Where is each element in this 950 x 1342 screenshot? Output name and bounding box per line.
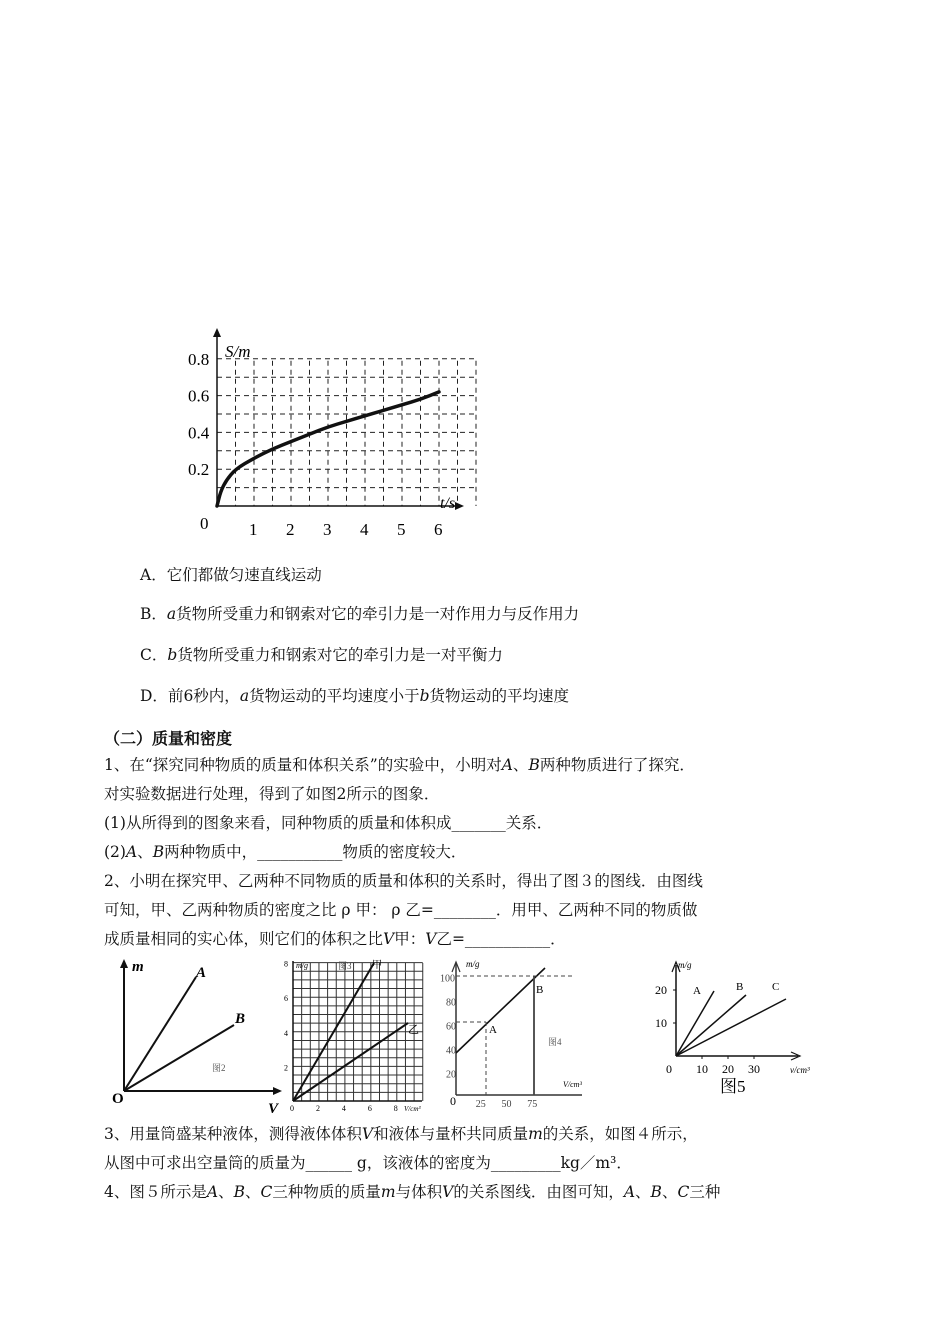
fig3-y-tick: 2 xyxy=(284,1063,288,1073)
fig5-x-tick: 30 xyxy=(748,1062,760,1076)
y-tick-label: 0.4 xyxy=(188,423,210,443)
origin-label: 0 xyxy=(200,514,209,533)
fig5-caption: 图5 xyxy=(720,1077,746,1096)
fig4-y-tick: 100 xyxy=(440,973,455,985)
fig5-ylabel: m/g xyxy=(678,960,692,970)
y-axis-arrow xyxy=(213,328,221,337)
option-c: C．b货物所受重力和钢索对它的牵引力是一对平衡力 xyxy=(140,646,503,664)
fig4-point-a: A xyxy=(489,1024,497,1036)
fig5-origin: 0 xyxy=(666,1062,672,1076)
fig2-xlabel: V xyxy=(268,1101,279,1115)
figure-5 xyxy=(650,955,825,1105)
fig3-line-yi-label: 乙 xyxy=(408,1024,419,1036)
fig4-point-b: B xyxy=(536,984,544,996)
x-tick-label: 2 xyxy=(286,520,295,539)
fig2-caption: 图2 xyxy=(212,1063,226,1073)
fig4-y-tick: 40 xyxy=(446,1045,456,1057)
x-tick-label: 1 xyxy=(249,520,258,539)
fig3-line-jia-label: 甲 xyxy=(372,960,382,971)
fig5-y-tick: 20 xyxy=(655,983,667,997)
fig3-x-tick: 0 xyxy=(290,1104,294,1113)
fig4-y-tick: 20 xyxy=(446,1069,456,1081)
fig5-xlabel: v/cm³ xyxy=(790,1065,810,1075)
option-b: B．a货物所受重力和钢索对它的牵引力是一对作用力与反作用力 xyxy=(140,605,580,623)
q1-line1: 1、在“探究同种物质的质量和体积关系”的实验中，小明对A、B两种物质进行了探究． xyxy=(104,756,695,774)
x-axis-label: t/s xyxy=(440,495,456,512)
q1-line2: 对实验数据进行处理，得到了如图2所示的图象． xyxy=(104,785,440,803)
option-d: D．前6秒内，a货物运动的平均速度小于b货物运动的平均速度 xyxy=(140,687,570,705)
fig3-x-tick: 2 xyxy=(315,1104,320,1113)
fig2-origin: O xyxy=(112,1091,124,1107)
y-tick-label: 0.2 xyxy=(188,460,210,480)
fig4-xlabel: V/cm³ xyxy=(563,1080,582,1089)
fig4-y-tick: 60 xyxy=(446,1021,456,1033)
fig5-x-tick: 20 xyxy=(722,1062,734,1076)
fig4-x-tick: 75 xyxy=(527,1099,538,1110)
figure-4 xyxy=(430,955,595,1115)
q1-sub2: (2)A、B两种物质中，___________物质的密度较大． xyxy=(104,843,467,861)
x-tick-label: 3 xyxy=(323,520,332,539)
fig3-y-tick: 8 xyxy=(284,959,288,969)
fig5-line-b-label: B xyxy=(736,981,744,993)
q4-line1: 4、图５所示是A、B、C三种物质的质量m与体积V的关系图线．由图可知，A、B、C三种 xyxy=(104,1183,721,1201)
x-axis-arrow xyxy=(455,502,464,510)
y-tick-label: 0.8 xyxy=(188,349,210,369)
fig5-line-c-label: C xyxy=(772,981,780,993)
fig4-origin: 0 xyxy=(450,1094,456,1108)
s-t-chart xyxy=(180,325,480,550)
q3-line1: 3、用量筒盛某种液体，测得液体体积V和液体与量杯共同质量m的关系，如图４所示， xyxy=(104,1125,698,1143)
fig4-y-tick: 80 xyxy=(446,997,456,1009)
x-tick-label: 5 xyxy=(397,520,406,539)
fig4-caption: 图4 xyxy=(548,1037,562,1047)
fig4-ylabel: m/g xyxy=(466,959,480,969)
x-tick-label: 6 xyxy=(434,520,443,539)
chart-grid xyxy=(217,359,480,506)
option-a: A．它们都做匀速直线运动 xyxy=(140,566,322,584)
fig2-line-b-label: B xyxy=(235,1011,246,1027)
y-tick-label: 0.6 xyxy=(188,386,210,406)
fig4-x-tick: 50 xyxy=(501,1099,512,1110)
section-title: （二）质量和密度 xyxy=(104,729,233,748)
q3-line2: 从图中可求出空量筒的质量为______ g，该液体的密度为_________kg／m³． xyxy=(104,1154,632,1172)
fig5-line-a-label: A xyxy=(693,985,701,997)
fig5-y-tick: 10 xyxy=(655,1016,667,1030)
fig3-y-tick: 6 xyxy=(284,994,288,1004)
fig3-xlabel: V/cm³ xyxy=(404,1105,421,1113)
y-axis-label: S/m xyxy=(225,342,251,361)
q2-line1: 2、小明在探究甲、乙两种不同物质的质量和体积的关系时，得出了图３的图线．由图线 xyxy=(104,872,703,890)
fig2-ylabel: m xyxy=(132,959,144,975)
fig3-title: 图3 xyxy=(338,961,352,971)
fig3-x-tick: 6 xyxy=(367,1104,372,1113)
x-tick-label: 4 xyxy=(360,520,369,539)
fig3-y-tick: 4 xyxy=(284,1028,288,1038)
fig5-x-tick: 10 xyxy=(696,1062,708,1076)
figure-2 xyxy=(108,955,283,1115)
fig4-x-tick: 25 xyxy=(475,1099,486,1110)
fig3-x-tick: 4 xyxy=(341,1104,346,1113)
q2-line3: 成质量相同的实心体，则它们的体积之比V甲：V乙=___________． xyxy=(104,930,566,948)
fig3-ylabel: m/g xyxy=(296,961,308,970)
fig2-line-a-label: A xyxy=(196,965,207,981)
figure-3 xyxy=(280,955,440,1115)
q2-line2: 可知，甲、乙两种物质的密度之比 ρ 甲： ρ 乙=________．用甲、乙两种不同的物质做 xyxy=(104,901,698,919)
fig3-x-tick: 8 xyxy=(393,1104,398,1113)
q1-sub1: (1)从所得到的图象来看，同种物质的质量和体积成_______关系． xyxy=(104,814,553,832)
fig4-data-line xyxy=(456,968,545,1053)
